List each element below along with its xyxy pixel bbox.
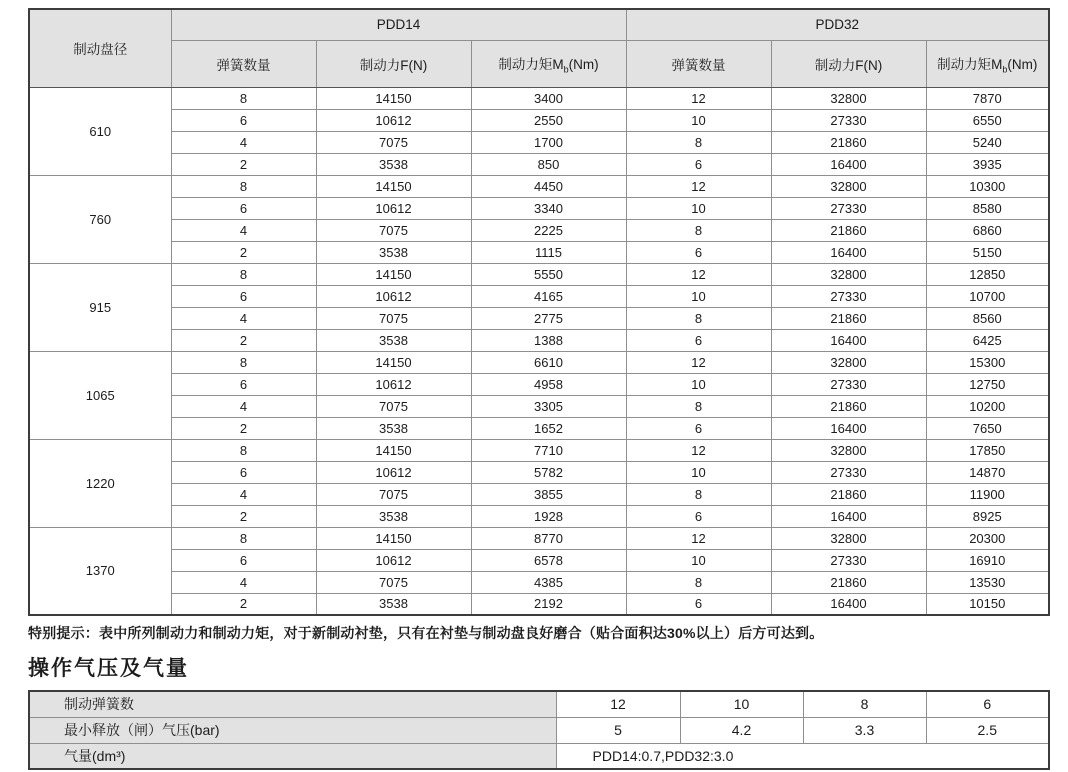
spec-value-cell: 10612 bbox=[316, 461, 471, 483]
spec-value-cell: 27330 bbox=[771, 197, 926, 219]
spec-value-cell: 12750 bbox=[926, 373, 1049, 395]
spec-value-cell: 32800 bbox=[771, 87, 926, 109]
spec-value-cell: 1115 bbox=[471, 241, 626, 263]
spec-value-cell: 12 bbox=[626, 87, 771, 109]
spec-row bbox=[29, 571, 1049, 593]
spec-row bbox=[29, 197, 1049, 219]
spec-value-cell: 1652 bbox=[471, 417, 626, 439]
pressure-row bbox=[29, 691, 1049, 717]
spec-value-cell: 2225 bbox=[471, 219, 626, 241]
spec-row bbox=[29, 87, 1049, 109]
spec-value-cell: 3538 bbox=[316, 241, 471, 263]
spec-row bbox=[29, 285, 1049, 307]
spec-value-cell: 12850 bbox=[926, 263, 1049, 285]
spec-value-cell: 2 bbox=[171, 505, 316, 527]
spec-value-cell: 8 bbox=[171, 527, 316, 549]
spec-value-cell: 7075 bbox=[316, 307, 471, 329]
spec-row bbox=[29, 219, 1049, 241]
spec-value-cell: 10700 bbox=[926, 285, 1049, 307]
spec-value-cell: 27330 bbox=[771, 285, 926, 307]
spec-row bbox=[29, 329, 1049, 351]
spec-value-cell: 6 bbox=[626, 153, 771, 175]
spec-value-cell: 27330 bbox=[771, 461, 926, 483]
spec-value-cell: 5150 bbox=[926, 241, 1049, 263]
spec-value-cell: 4958 bbox=[471, 373, 626, 395]
spec-value-cell: 32800 bbox=[771, 263, 926, 285]
spec-value-cell: 21860 bbox=[771, 131, 926, 153]
spec-value-cell: 4 bbox=[171, 307, 316, 329]
spec-value-cell: 11900 bbox=[926, 483, 1049, 505]
spec-value-cell: 8 bbox=[626, 307, 771, 329]
spec-value-cell: 16400 bbox=[771, 417, 926, 439]
spec-value-cell: 3305 bbox=[471, 395, 626, 417]
spec-value-cell: 8 bbox=[626, 395, 771, 417]
spec-value-cell: 850 bbox=[471, 153, 626, 175]
spec-value-cell: 2 bbox=[171, 153, 316, 175]
brake-spec-table-body bbox=[29, 87, 1049, 615]
spec-value-cell: 6 bbox=[626, 329, 771, 351]
spec-value-cell: 21860 bbox=[771, 571, 926, 593]
spec-value-cell: 6 bbox=[171, 461, 316, 483]
spec-value-cell: 2775 bbox=[471, 307, 626, 329]
spec-value-cell: 8 bbox=[626, 131, 771, 153]
spec-value-cell: 3538 bbox=[316, 417, 471, 439]
spec-value-cell: 6550 bbox=[926, 109, 1049, 131]
spec-value-cell: 32800 bbox=[771, 351, 926, 373]
spec-value-cell: 14870 bbox=[926, 461, 1049, 483]
spec-value-cell: 2 bbox=[171, 329, 316, 351]
spec-value-cell: 16910 bbox=[926, 549, 1049, 571]
spec-value-cell: 14150 bbox=[316, 439, 471, 461]
spec-value-cell: 3538 bbox=[316, 153, 471, 175]
spec-value-cell: 4385 bbox=[471, 571, 626, 593]
section-title: 操作气压及气量 bbox=[28, 657, 189, 680]
spec-row bbox=[29, 483, 1049, 505]
spec-value-cell: 10150 bbox=[926, 593, 1049, 615]
disc-diameter-cell: 610 bbox=[29, 87, 171, 175]
spec-value-cell: 10 bbox=[626, 197, 771, 219]
spec-value-cell: 14150 bbox=[316, 87, 471, 109]
spec-value-cell: 14150 bbox=[316, 175, 471, 197]
spec-value-cell: 15300 bbox=[926, 351, 1049, 373]
spec-value-cell: 14150 bbox=[316, 527, 471, 549]
brake-spec-table-header bbox=[29, 9, 1049, 87]
spec-value-cell: 6 bbox=[626, 241, 771, 263]
pressure-row-label: 制动弹簧数 bbox=[29, 691, 556, 717]
spec-row bbox=[29, 527, 1049, 549]
spec-row bbox=[29, 153, 1049, 175]
spec-value-cell: 16400 bbox=[771, 329, 926, 351]
spec-row bbox=[29, 263, 1049, 285]
spec-value-cell: 20300 bbox=[926, 527, 1049, 549]
spec-value-cell: 12 bbox=[626, 527, 771, 549]
spec-value-cell: 32800 bbox=[771, 439, 926, 461]
spec-value-cell: 16400 bbox=[771, 241, 926, 263]
air-volume-value-cell: PDD14:0.7,PDD32:3.0 bbox=[556, 743, 1049, 769]
spec-value-cell: 7650 bbox=[926, 417, 1049, 439]
spec-value-cell: 6578 bbox=[471, 549, 626, 571]
spec-value-cell: 6860 bbox=[926, 219, 1049, 241]
special-note: 特别提示：表中所列制动力和制动力矩，对于新制动衬垫，只有在衬垫与制动盘良好磨合（贴合面积达30%以上）后方可达到。 bbox=[28, 625, 824, 641]
spec-value-cell: 7075 bbox=[316, 131, 471, 153]
disc-diameter-cell: 1065 bbox=[29, 351, 171, 439]
spec-value-cell: 2550 bbox=[471, 109, 626, 131]
spec-value-cell: 21860 bbox=[771, 307, 926, 329]
spec-value-cell: 12 bbox=[626, 351, 771, 373]
spec-value-cell: 6 bbox=[171, 285, 316, 307]
spec-value-cell: 14150 bbox=[316, 263, 471, 285]
spec-row bbox=[29, 131, 1049, 153]
spec-row bbox=[29, 395, 1049, 417]
spec-value-cell: 6 bbox=[626, 505, 771, 527]
operating-pressure-table-body bbox=[29, 691, 1049, 769]
spec-value-cell: 10300 bbox=[926, 175, 1049, 197]
spec-value-cell: 3538 bbox=[316, 505, 471, 527]
spec-row bbox=[29, 373, 1049, 395]
spec-value-cell: 6 bbox=[626, 417, 771, 439]
spec-value-cell: 8 bbox=[171, 87, 316, 109]
spec-row bbox=[29, 307, 1049, 329]
spec-value-cell: 5550 bbox=[471, 263, 626, 285]
spec-value-cell: 1928 bbox=[471, 505, 626, 527]
spec-value-cell: 27330 bbox=[771, 109, 926, 131]
operating-pressure-table bbox=[28, 690, 1050, 770]
spec-row bbox=[29, 461, 1049, 483]
spec-value-cell: 12 bbox=[626, 439, 771, 461]
spec-value-cell: 32800 bbox=[771, 527, 926, 549]
spec-value-cell: 6610 bbox=[471, 351, 626, 373]
spec-value-cell: 2192 bbox=[471, 593, 626, 615]
spec-value-cell: 10 bbox=[626, 109, 771, 131]
spec-value-cell: 16400 bbox=[771, 593, 926, 615]
spec-value-cell: 7075 bbox=[316, 219, 471, 241]
spec-value-cell: 21860 bbox=[771, 395, 926, 417]
spec-value-cell: 2 bbox=[171, 417, 316, 439]
spec-value-cell: 8560 bbox=[926, 307, 1049, 329]
spec-value-cell: 12 bbox=[626, 175, 771, 197]
pressure-row bbox=[29, 743, 1049, 769]
spec-value-cell: 3855 bbox=[471, 483, 626, 505]
spec-value-cell: 13530 bbox=[926, 571, 1049, 593]
spec-value-cell: 8 bbox=[626, 219, 771, 241]
spec-value-cell: 4 bbox=[171, 483, 316, 505]
spec-value-cell: 8925 bbox=[926, 505, 1049, 527]
spec-value-cell: 7075 bbox=[316, 483, 471, 505]
spec-value-cell: 8580 bbox=[926, 197, 1049, 219]
spring-count-header: 弹簧数量 bbox=[626, 40, 771, 87]
spec-value-cell: 10 bbox=[626, 549, 771, 571]
spec-row bbox=[29, 439, 1049, 461]
pressure-value-cell: 4.2 bbox=[680, 717, 803, 743]
spec-value-cell: 16400 bbox=[771, 153, 926, 175]
pressure-value-cell: 3.3 bbox=[803, 717, 926, 743]
spec-value-cell: 10612 bbox=[316, 197, 471, 219]
brake-spec-table bbox=[28, 8, 1050, 616]
spec-row bbox=[29, 593, 1049, 615]
spec-value-cell: 8770 bbox=[471, 527, 626, 549]
spec-value-cell: 4 bbox=[171, 131, 316, 153]
spec-row bbox=[29, 417, 1049, 439]
spec-value-cell: 8 bbox=[171, 263, 316, 285]
spring-count-header: 弹簧数量 bbox=[171, 40, 316, 87]
spec-value-cell: 6 bbox=[171, 549, 316, 571]
spec-value-cell: 10612 bbox=[316, 549, 471, 571]
spec-value-cell: 8 bbox=[171, 439, 316, 461]
brake-torque-header: 制动力矩$M_b(Nm)$ bbox=[471, 40, 626, 87]
spec-value-cell: 21860 bbox=[771, 219, 926, 241]
spec-value-cell: 6 bbox=[171, 197, 316, 219]
pressure-value-cell: 12 bbox=[556, 691, 680, 717]
spec-value-cell: 16400 bbox=[771, 505, 926, 527]
spec-value-cell: 6 bbox=[626, 593, 771, 615]
spec-value-cell: 4 bbox=[171, 219, 316, 241]
spec-value-cell: 8 bbox=[626, 571, 771, 593]
spec-value-cell: 32800 bbox=[771, 175, 926, 197]
spec-row bbox=[29, 549, 1049, 571]
spec-value-cell: 7075 bbox=[316, 571, 471, 593]
spec-value-cell: 8 bbox=[626, 483, 771, 505]
spec-value-cell: 2 bbox=[171, 593, 316, 615]
model-header-pdd14: PDD14 bbox=[171, 9, 626, 40]
pressure-value-cell: 2.5 bbox=[926, 717, 1049, 743]
spec-value-cell: 4165 bbox=[471, 285, 626, 307]
spec-value-cell: 3400 bbox=[471, 87, 626, 109]
spec-value-cell: 4 bbox=[171, 395, 316, 417]
disc-diameter-cell: 1220 bbox=[29, 439, 171, 527]
spec-value-cell: 10 bbox=[626, 461, 771, 483]
spec-value-cell: 1388 bbox=[471, 329, 626, 351]
spec-value-cell: 10200 bbox=[926, 395, 1049, 417]
brake-torque-header: 制动力矩$M_b(Nm)$ bbox=[926, 40, 1049, 87]
brake-force-header: 制动力F(N) bbox=[771, 40, 926, 87]
pressure-row-label: 最小释放（闸）气压(bar) bbox=[29, 717, 556, 743]
pressure-row bbox=[29, 717, 1049, 743]
spec-value-cell: 3538 bbox=[316, 593, 471, 615]
spec-value-cell: 6 bbox=[171, 109, 316, 131]
spec-value-cell: 8 bbox=[171, 175, 316, 197]
spec-value-cell: 7075 bbox=[316, 395, 471, 417]
spec-value-cell: 21860 bbox=[771, 483, 926, 505]
pressure-value-cell: 5 bbox=[556, 717, 680, 743]
model-header-pdd32: PDD32 bbox=[626, 9, 1049, 40]
spec-row bbox=[29, 351, 1049, 373]
pressure-value-cell: 8 bbox=[803, 691, 926, 717]
spec-value-cell: 1700 bbox=[471, 131, 626, 153]
brake-force-header: 制动力F(N) bbox=[316, 40, 471, 87]
spec-value-cell: 10612 bbox=[316, 373, 471, 395]
spec-value-cell: 10612 bbox=[316, 109, 471, 131]
spec-value-cell: 4450 bbox=[471, 175, 626, 197]
disc-diameter-cell: 760 bbox=[29, 175, 171, 263]
spec-value-cell: 6 bbox=[171, 373, 316, 395]
spec-value-cell: 12 bbox=[626, 263, 771, 285]
spec-value-cell: 5782 bbox=[471, 461, 626, 483]
pressure-value-cell: 10 bbox=[680, 691, 803, 717]
spec-value-cell: 6425 bbox=[926, 329, 1049, 351]
spec-value-cell: 27330 bbox=[771, 373, 926, 395]
spec-value-cell: 10612 bbox=[316, 285, 471, 307]
disc-diameter-cell: 1370 bbox=[29, 527, 171, 615]
spec-value-cell: 7710 bbox=[471, 439, 626, 461]
spec-value-cell: 3935 bbox=[926, 153, 1049, 175]
spec-row bbox=[29, 109, 1049, 131]
spec-row bbox=[29, 175, 1049, 197]
pressure-value-cell: 6 bbox=[926, 691, 1049, 717]
spec-value-cell: 7870 bbox=[926, 87, 1049, 109]
spec-value-cell: 10 bbox=[626, 373, 771, 395]
spec-value-cell: 3340 bbox=[471, 197, 626, 219]
spec-value-cell: 3538 bbox=[316, 329, 471, 351]
pressure-row-label: 气量(dm³) bbox=[29, 743, 556, 769]
spec-value-cell: 17850 bbox=[926, 439, 1049, 461]
disc-diameter-cell: 915 bbox=[29, 263, 171, 351]
spec-value-cell: 5240 bbox=[926, 131, 1049, 153]
spec-row bbox=[29, 505, 1049, 527]
disc-diameter-header: 制动盘径 bbox=[29, 9, 171, 87]
spec-value-cell: 4 bbox=[171, 571, 316, 593]
spec-value-cell: 10 bbox=[626, 285, 771, 307]
spec-value-cell: 8 bbox=[171, 351, 316, 373]
spec-value-cell: 27330 bbox=[771, 549, 926, 571]
spec-value-cell: 14150 bbox=[316, 351, 471, 373]
spec-value-cell: 2 bbox=[171, 241, 316, 263]
spec-row bbox=[29, 241, 1049, 263]
